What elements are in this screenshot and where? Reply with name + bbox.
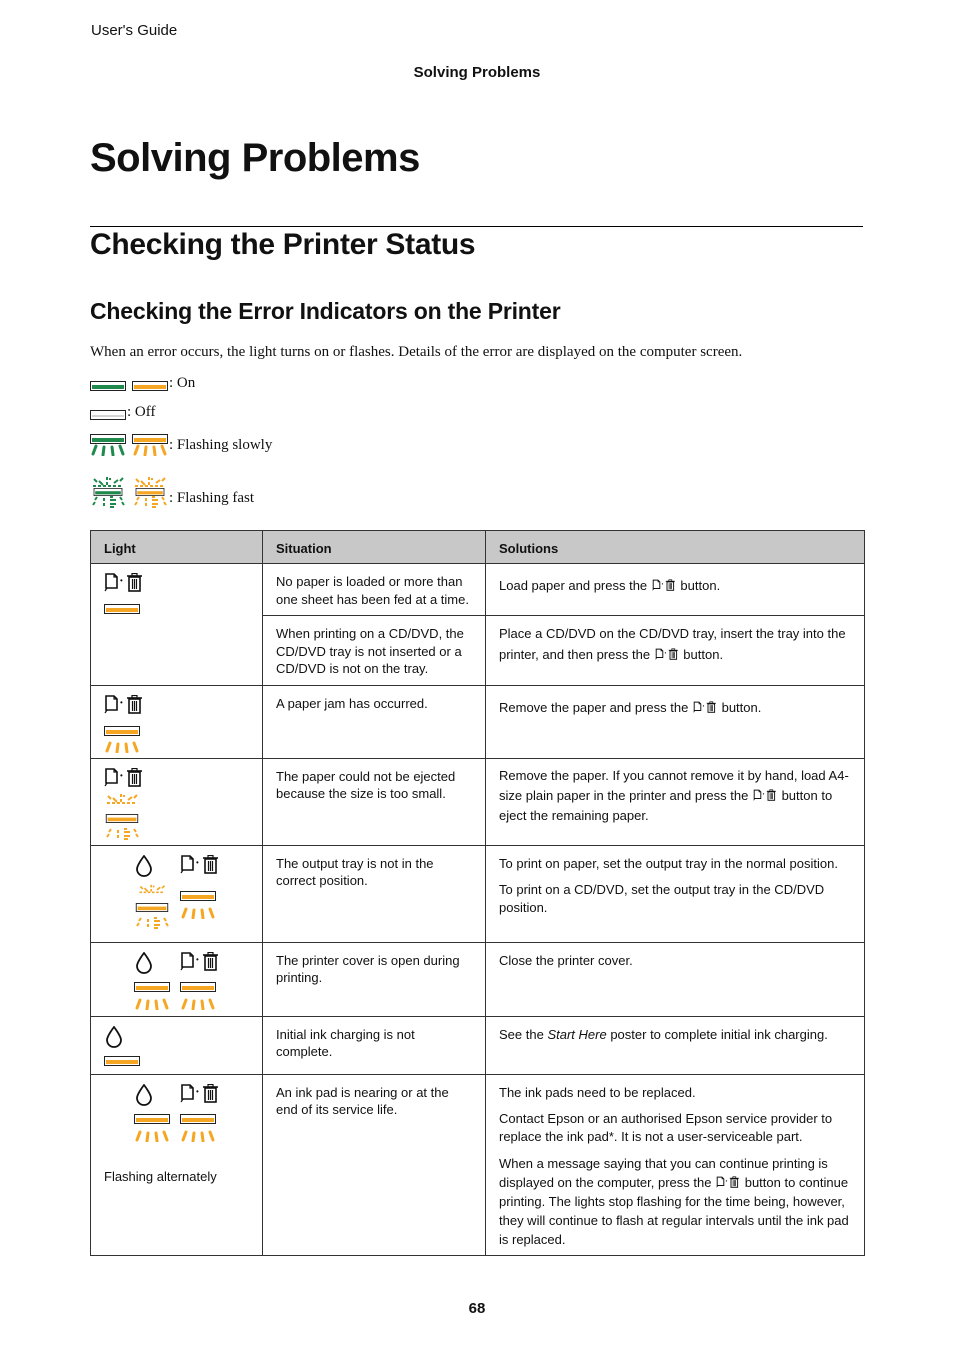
paper-trash-button-icon: [104, 573, 144, 593]
table-header-row: [91, 531, 865, 564]
situation-cell: The printer cover is open during printing.: [263, 942, 486, 1016]
solution-cell: Close the printer cover.: [486, 942, 865, 1016]
lamp-slow-orange-icon: [134, 982, 170, 992]
flash-fast-icon: [134, 917, 170, 929]
flash-slow-icon: [134, 1130, 170, 1142]
legend-off-label: : Off: [127, 404, 156, 420]
light-cell: [91, 942, 263, 1016]
solution-cell: [486, 845, 865, 942]
light-cell: [91, 758, 263, 845]
situation-cell: The output tray is not in the correct position.: [263, 845, 486, 942]
table-row: [91, 758, 865, 845]
ink-drop-icon: [104, 1026, 124, 1048]
solution-paragraph: Contact Epson or an authorised Epson service provider to replace the ink pad*. It is not a user-serviceable part.: [499, 1111, 833, 1144]
header-solutions: Solutions: [486, 531, 865, 564]
situation-cell: Initial ink charging is not complete.: [263, 1016, 486, 1074]
lamp-slow-orange-icon: [104, 726, 140, 736]
light-cell: [91, 845, 263, 942]
solution-paragraph: To print on paper, set the output tray in the normal position.: [499, 855, 838, 871]
header-situation: Situation: [263, 531, 486, 564]
flash-fast-icon: [134, 884, 170, 894]
solution-cell: [486, 616, 865, 686]
paper-trash-button-icon: [716, 1176, 740, 1189]
paper-trash-button-icon: [104, 695, 144, 715]
table-row: [91, 1016, 865, 1074]
solution-text: button.: [721, 700, 762, 715]
solution-text: poster to complete initial ink charging.: [610, 1026, 828, 1042]
situation-cell: An ink pad is nearing or at the end of its service life.: [263, 1074, 486, 1256]
lamp-off-icon: [90, 410, 126, 420]
lamp-on-orange-icon: [132, 381, 168, 391]
light-cell: [91, 686, 263, 759]
solution-text: button to eject the remaining paper.: [499, 787, 833, 823]
intro-paragraph: When an error occurs, the light turns on or flashes. Details of the error are displayed on the computer screen.: [90, 344, 743, 360]
situation-cell: A paper jam has occurred.: [263, 686, 486, 759]
section-title: Solving Problems: [413, 64, 541, 81]
solution-text: Remove the paper. If you cannot remove it by hand, load A4-size plain paper in the printer and press the: [499, 767, 849, 803]
light-cell: [91, 1016, 263, 1074]
legend-on: [90, 376, 195, 391]
lamp-slow-orange-icon: [132, 434, 168, 456]
flash-slow-icon: [180, 907, 216, 919]
solution-cell: [486, 1074, 865, 1256]
solution-cell: [486, 564, 865, 616]
lamp-on-green-icon: [90, 381, 126, 391]
situation-cell: No paper is loaded or more than one sheet has been fed at a time.: [263, 564, 486, 616]
solution-text: button.: [680, 578, 721, 593]
situation-cell: When printing on a CD/DVD, the CD/DVD tray is not inserted or a CD/DVD is not on the tray.: [263, 616, 486, 686]
table-row: [91, 564, 865, 616]
flash-slow-icon: [180, 998, 216, 1010]
lamp-slow-orange-icon: [180, 1114, 216, 1124]
paper-trash-button-icon: [180, 952, 220, 972]
solution-paragraph: To print on a CD/DVD, set the output tray in the CD/DVD position.: [499, 882, 825, 915]
lamp-slow-orange-icon: [180, 982, 216, 992]
solution-paragraph: The ink pads need to be replaced.: [499, 1084, 696, 1100]
running-title: User's Guide: [91, 22, 178, 39]
situation-cell: The paper could not be ejected because the size is too small.: [263, 758, 486, 845]
solution-cell: [486, 1016, 865, 1074]
solution-paragraph: [499, 1154, 851, 1249]
table-row: [91, 942, 865, 1016]
light-cell: [91, 1074, 263, 1256]
legend-fast: [90, 476, 254, 508]
legend-fast-label: : Flashing fast: [169, 490, 254, 506]
paper-trash-button-icon: [655, 648, 679, 661]
lamp-fast-orange-icon: [104, 814, 140, 823]
header-light: Light: [91, 531, 263, 564]
table-row: [91, 845, 865, 942]
ink-drop-icon: [134, 952, 154, 974]
table-row: [91, 686, 865, 759]
flash-slow-icon: [180, 1130, 216, 1142]
solution-text: Load paper and press the: [499, 578, 648, 593]
legend-off: [90, 405, 155, 420]
paper-trash-button-icon: [652, 579, 676, 592]
page-number: 68: [468, 1300, 486, 1317]
lamp-fast-orange-icon: [132, 476, 168, 508]
solution-text: button to continue printing. The lights stop flashing for the time being, however, they will continue to flash at regular intervals until the ink pad is replaced.: [499, 1175, 849, 1247]
lamp-slow-green-icon: [90, 434, 126, 456]
flash-fast-icon: [104, 793, 140, 805]
ink-drop-icon: [134, 1084, 154, 1106]
solution-text: Place a CD/DVD on the CD/DVD tray, insert the tray into the printer, and then press the: [499, 626, 846, 662]
section-heading: Checking the Printer Status: [90, 228, 476, 261]
lamp-slow-orange-icon: [134, 1114, 170, 1124]
legend-slow: [90, 434, 272, 456]
legend-on-label: : On: [169, 375, 196, 391]
subsection-heading: Checking the Error Indicators on the Printer: [90, 298, 561, 324]
table-row: [91, 1074, 865, 1256]
ink-drop-icon: [134, 855, 154, 877]
solution-text: Remove the paper and press the: [499, 700, 689, 715]
legend-slow-label: : Flashing slowly: [169, 437, 273, 453]
lamp-slow-orange-icon: [180, 891, 216, 901]
flash-slow-icon: [104, 741, 140, 753]
solution-text: When a message saying that you can continue printing is displayed on the computer, press the: [499, 1156, 828, 1190]
paper-trash-button-icon: [180, 1084, 220, 1104]
lamp-fast-green-icon: [90, 476, 126, 508]
error-indicator-table: [90, 530, 865, 1256]
flash-fast-icon: [104, 828, 140, 840]
heading-rule: [90, 226, 863, 227]
flash-slow-icon: [134, 998, 170, 1010]
page-title: Solving Problems: [90, 136, 420, 180]
solution-cell: [486, 686, 865, 759]
paper-trash-button-icon: [104, 768, 144, 788]
paper-trash-button-icon: [180, 855, 220, 875]
paper-trash-button-icon: [693, 701, 717, 714]
solution-text: button.: [683, 647, 724, 662]
lamp-on-orange-icon: [104, 1056, 140, 1066]
lamp-on-orange-icon: [104, 604, 140, 614]
paper-trash-button-icon: [753, 789, 777, 802]
lamp-fast-orange-icon: [134, 903, 170, 912]
solution-cell: [486, 758, 865, 845]
start-here-reference: Start Here: [547, 1026, 607, 1042]
flashing-alternately-note: Flashing alternately: [104, 1168, 217, 1184]
solution-text: See the: [499, 1026, 544, 1042]
light-cell: [91, 564, 263, 686]
